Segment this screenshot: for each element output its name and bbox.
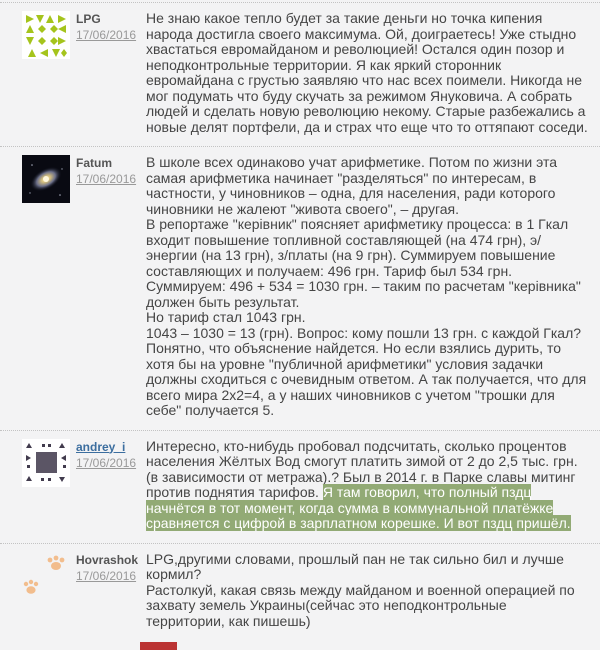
comment-text [146, 155, 588, 419]
comment-date-link[interactable]: 17/06/2016 [76, 172, 137, 186]
username: Hovrashok [76, 552, 139, 567]
comment-meta [76, 439, 146, 532]
comment-paragraph: В репортаже "керівник" поясняет арифметику процесса: в 1 Гкал входит повышение топливной составляющей (на 474 грн), э/энергии (на 13 грн), з/платы (на 9 грн). Суммируем повышение составляющих и получаем: 496 грн. Тариф был 534 грн. [146, 216, 569, 279]
comment-paragraph: Суммируем: 496 + 534 = 1030 грн. – таким по расчетам "керівника" должен быть результат. [146, 278, 581, 310]
comment-meta [76, 552, 146, 630]
comment-date-link[interactable]: 17/06/2016 [76, 455, 137, 470]
comment-row [0, 430, 600, 543]
comment-date-link[interactable]: 17/06/2016 [76, 28, 137, 42]
comment-row [0, 2, 600, 146]
comment-paragraph: Не знаю какое тепло будет за такие деньги но точка кипения народа достигла своего максимума. Ой, доиграетесь! Уже стыдно хвастаться евромайданом и революцией! Остался один позор и неподконтрольные территории. Я как яркий сторонник евромайдана с грустью заявляю что нас всех поимели. Никогда не мог подумать что буду скучать за режимом Януковича. А собрать людей и сделать новую революцию некому. Старые разбежались а новые делят портфели, да и страх что еще что то оттяпают соседи. [146, 10, 588, 135]
comment-paragraph: Растолкуй, какая связь между майданом и военной операцией по захвату земель Украины(сейчас это неподконтрольные территории, как пишешь) [146, 581, 575, 629]
comment-row [0, 543, 600, 641]
paw-prints-avatar-icon [22, 552, 70, 600]
comment-plain-text: Интересно, кто-нибудь пробовал подсчитать, сколько процентов населения Жёлтых Вод смогут платить зимой от 2 до 2,5 тыс. грн. (в зависимости от метража).? Был в 2014 г. в Парке славы митинг против поднятия тарифов. [146, 437, 578, 500]
username: LPG [76, 12, 101, 26]
comment-text [146, 11, 588, 135]
comment-paragraph: Но тариф стал 1043 грн. [146, 309, 306, 325]
comment-date-link[interactable]: 17/06/2016 [76, 568, 137, 583]
comment-paragraph: В школе всех одинаково учат арифметике. Потом по жизни эта самая арифметика начинает "разделяться" по интересам, в частности, у чиновников – одна, для населения, ради которого чиновники не жалеют "живота своего", – другая. [146, 154, 558, 217]
comment-row [0, 146, 600, 430]
username: Fatum [76, 156, 112, 170]
username-link[interactable]: andrey_i [76, 439, 126, 454]
comment-paragraph: 1043 – 1030 = 13 (грн). Вопрос: кому пошли 13 грн. с каждой Гкал? Понятно, что объяснение найдется. Но если взялись дурить, то хотя бы на уровне "публичной арифметики" условия задачки должны сходиться с очевидным ответом. А так получается, что для всего мира 2х2=4, а у наших чиновников с учетом "трошки для себе" получается 5. [146, 324, 587, 418]
comment-paragraph [146, 439, 588, 532]
green-triangle-mosaic-avatar-icon [22, 11, 70, 59]
comment-text [146, 552, 588, 630]
galaxy-avatar-icon [22, 155, 70, 203]
comment-meta [76, 155, 146, 419]
comment-paragraph: LPG,другими словами, прошлый пан не так сильно бил и лучше кормил? [146, 550, 564, 582]
comment-meta [76, 11, 146, 135]
red-highlight-fragment [140, 642, 177, 650]
dark-square-mosaic-avatar-icon [22, 439, 70, 487]
highlighted-text: Я там говорил, что полный пздц начнётся в тот момент, когда сумма в коммунальной платёжке сравняется с цифрой в зарплатном корешке. И вот пздц пришёл. [146, 484, 571, 531]
comment-text [146, 439, 588, 532]
